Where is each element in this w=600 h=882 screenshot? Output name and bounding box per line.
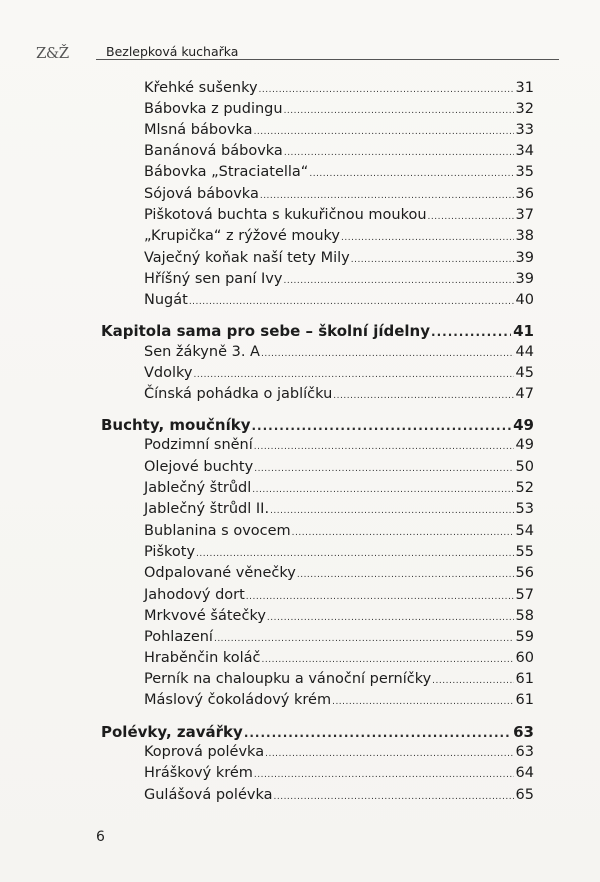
- toc-entry: [144, 544, 534, 565]
- dot-leader: [262, 655, 514, 665]
- chapter-title: Kapitola sama pro sebe – školní jídelny: [101, 322, 431, 340]
- entry-title: Křehké sušenky: [144, 80, 258, 96]
- entry-title: Piškoty: [144, 544, 196, 560]
- entry-title: Olejové buchty: [144, 459, 254, 475]
- chapter-title: Polévky, zavářky: [101, 723, 243, 741]
- entry-title: Máslový čokoládový krém: [144, 692, 332, 708]
- toc-entry: [144, 344, 534, 365]
- dot-leader: [284, 148, 514, 158]
- dot-leader: [431, 325, 511, 339]
- toc-entry: [144, 101, 534, 122]
- toc-entry: [144, 80, 534, 101]
- toc-entry: [144, 292, 534, 313]
- entry-title: „Krupička“ z rýžové mouky: [144, 228, 341, 244]
- dot-leader: [351, 255, 514, 265]
- dot-leader: [259, 85, 514, 95]
- toc-entry: [144, 608, 534, 629]
- entry-page-number: 60: [515, 650, 534, 666]
- chapter-title: Buchty, moučníky: [101, 416, 251, 434]
- toc-entry: [144, 228, 534, 249]
- dot-leader: [254, 442, 514, 452]
- toc-entry: [144, 565, 534, 586]
- toc-chapter-entry: [101, 322, 534, 344]
- publisher-logo: Z&Ž: [36, 44, 69, 62]
- entry-title: Bábovka „Straciatella“: [144, 164, 309, 180]
- entry-title: Nugát: [144, 292, 188, 308]
- toc-entry: [144, 271, 534, 292]
- entry-title: Jablečný štrůdl II.: [144, 501, 270, 517]
- book-title: Bezlepková kuchařka: [106, 44, 239, 59]
- toc-entry: [144, 186, 534, 207]
- entry-page-number: 40: [515, 292, 534, 308]
- entry-title: Bublanina s ovocem: [144, 523, 291, 539]
- toc-entry: [144, 765, 534, 786]
- dot-leader: [292, 528, 514, 538]
- dot-leader: [254, 464, 513, 474]
- entry-page-number: 38: [515, 228, 534, 244]
- dot-leader: [193, 370, 513, 380]
- entry-page-number: 56: [515, 565, 534, 581]
- entry-page-number: 39: [515, 250, 534, 266]
- entry-title: Banánová bábovka: [144, 143, 283, 159]
- entry-title: Sójová bábovka: [144, 186, 259, 202]
- entry-page-number: 44: [515, 344, 534, 360]
- entry-page-number: 64: [515, 765, 534, 781]
- entry-page-number: 36: [515, 186, 534, 202]
- entry-page-number: 63: [513, 723, 534, 741]
- dot-leader: [254, 127, 514, 137]
- entry-title: Mlsná bábovka: [144, 122, 253, 138]
- dot-leader: [265, 749, 513, 759]
- toc-chapter-entry: [101, 416, 534, 438]
- toc-entry: [144, 480, 534, 501]
- dot-leader: [432, 676, 513, 686]
- toc-entry: [144, 501, 534, 522]
- entry-page-number: 53: [515, 501, 534, 517]
- dot-leader: [428, 212, 514, 222]
- entry-title: Jablečný štrůdl: [144, 480, 252, 496]
- entry-title: Vaječný koňak naší tety Mily: [144, 250, 350, 266]
- toc-entry: [144, 650, 534, 671]
- entry-page-number: 58: [515, 608, 534, 624]
- entry-page-number: 61: [515, 692, 534, 708]
- toc-entry: [144, 365, 534, 386]
- entry-page-number: 41: [513, 322, 534, 340]
- toc-entry: [144, 787, 534, 808]
- dot-leader: [260, 191, 514, 201]
- entry-page-number: 50: [515, 459, 534, 475]
- entry-title: Sen žákyně 3. A: [144, 344, 260, 360]
- entry-page-number: 37: [515, 207, 534, 223]
- toc-entry: [144, 692, 534, 713]
- entry-page-number: 61: [515, 671, 534, 687]
- dot-leader: [270, 506, 513, 516]
- toc-entry: [144, 122, 534, 143]
- entry-title: Podzimní snění: [144, 437, 253, 453]
- entry-title: Piškotová buchta s kukuřičnou moukou: [144, 207, 427, 223]
- entry-title: Čínská pohádka o jablíčku: [144, 386, 333, 402]
- entry-title: Odpalované věnečky: [144, 565, 296, 581]
- entry-page-number: 54: [515, 523, 534, 539]
- entry-page-number: 59: [515, 629, 534, 645]
- dot-leader: [273, 792, 513, 802]
- entry-page-number: 31: [515, 80, 534, 96]
- header-rule: [96, 59, 559, 60]
- dot-leader: [251, 419, 511, 433]
- entry-page-number: 49: [513, 416, 534, 434]
- entry-page-number: 35: [515, 164, 534, 180]
- entry-title: Hraběnčin koláč: [144, 650, 261, 666]
- entry-title: Koprová polévka: [144, 744, 265, 760]
- dot-leader: [189, 297, 514, 307]
- page-number: 6: [96, 829, 105, 845]
- entry-title: Jahodový dort: [144, 587, 245, 603]
- entry-title: Pohlazení: [144, 629, 213, 645]
- toc-entry: [144, 437, 534, 458]
- entry-page-number: 52: [515, 480, 534, 496]
- dot-leader: [283, 276, 513, 286]
- running-header: [36, 42, 524, 64]
- dot-leader: [261, 349, 514, 359]
- toc-entry: [144, 164, 534, 185]
- entry-page-number: 34: [515, 143, 534, 159]
- entry-page-number: 45: [515, 365, 534, 381]
- toc-entry: [144, 587, 534, 608]
- toc-chapter-entry: [101, 723, 534, 745]
- dot-leader: [297, 570, 514, 580]
- toc-entry: [144, 207, 534, 228]
- dot-leader: [267, 613, 514, 623]
- entry-page-number: 33: [515, 122, 534, 138]
- dot-leader: [244, 726, 511, 740]
- entry-title: Hříšný sen paní Ivy: [144, 271, 283, 287]
- dot-leader: [196, 549, 514, 559]
- dot-leader: [252, 485, 513, 495]
- entry-page-number: 32: [515, 101, 534, 117]
- toc-entry: [144, 671, 534, 692]
- toc-entry: [144, 143, 534, 164]
- toc-entry: [144, 250, 534, 271]
- entry-title: Mrkvové šátečky: [144, 608, 266, 624]
- dot-leader: [214, 634, 514, 644]
- toc-entry: [144, 459, 534, 480]
- dot-leader: [246, 592, 514, 602]
- dot-leader: [254, 770, 514, 780]
- toc-entry: [144, 629, 534, 650]
- entry-page-number: 65: [515, 787, 534, 803]
- toc-entry: [144, 386, 534, 407]
- entry-page-number: 55: [515, 544, 534, 560]
- entry-page-number: 57: [515, 587, 534, 603]
- entry-title: Gulášová polévka: [144, 787, 273, 803]
- toc-entry: [144, 523, 534, 544]
- dot-leader: [341, 233, 514, 243]
- dot-leader: [309, 169, 513, 179]
- dot-leader: [332, 697, 513, 707]
- entry-page-number: 63: [515, 744, 534, 760]
- dot-leader: [284, 106, 514, 116]
- dot-leader: [333, 391, 513, 401]
- entry-title: Perník na chaloupku a vánoční perníčky: [144, 671, 432, 687]
- entry-page-number: 49: [515, 437, 534, 453]
- toc-entry: [144, 744, 534, 765]
- entry-title: Bábovka z pudingu: [144, 101, 283, 117]
- entry-title: Vdolky: [144, 365, 193, 381]
- entry-page-number: 47: [515, 386, 534, 402]
- entry-title: Hráškový krém: [144, 765, 253, 781]
- entry-page-number: 39: [515, 271, 534, 287]
